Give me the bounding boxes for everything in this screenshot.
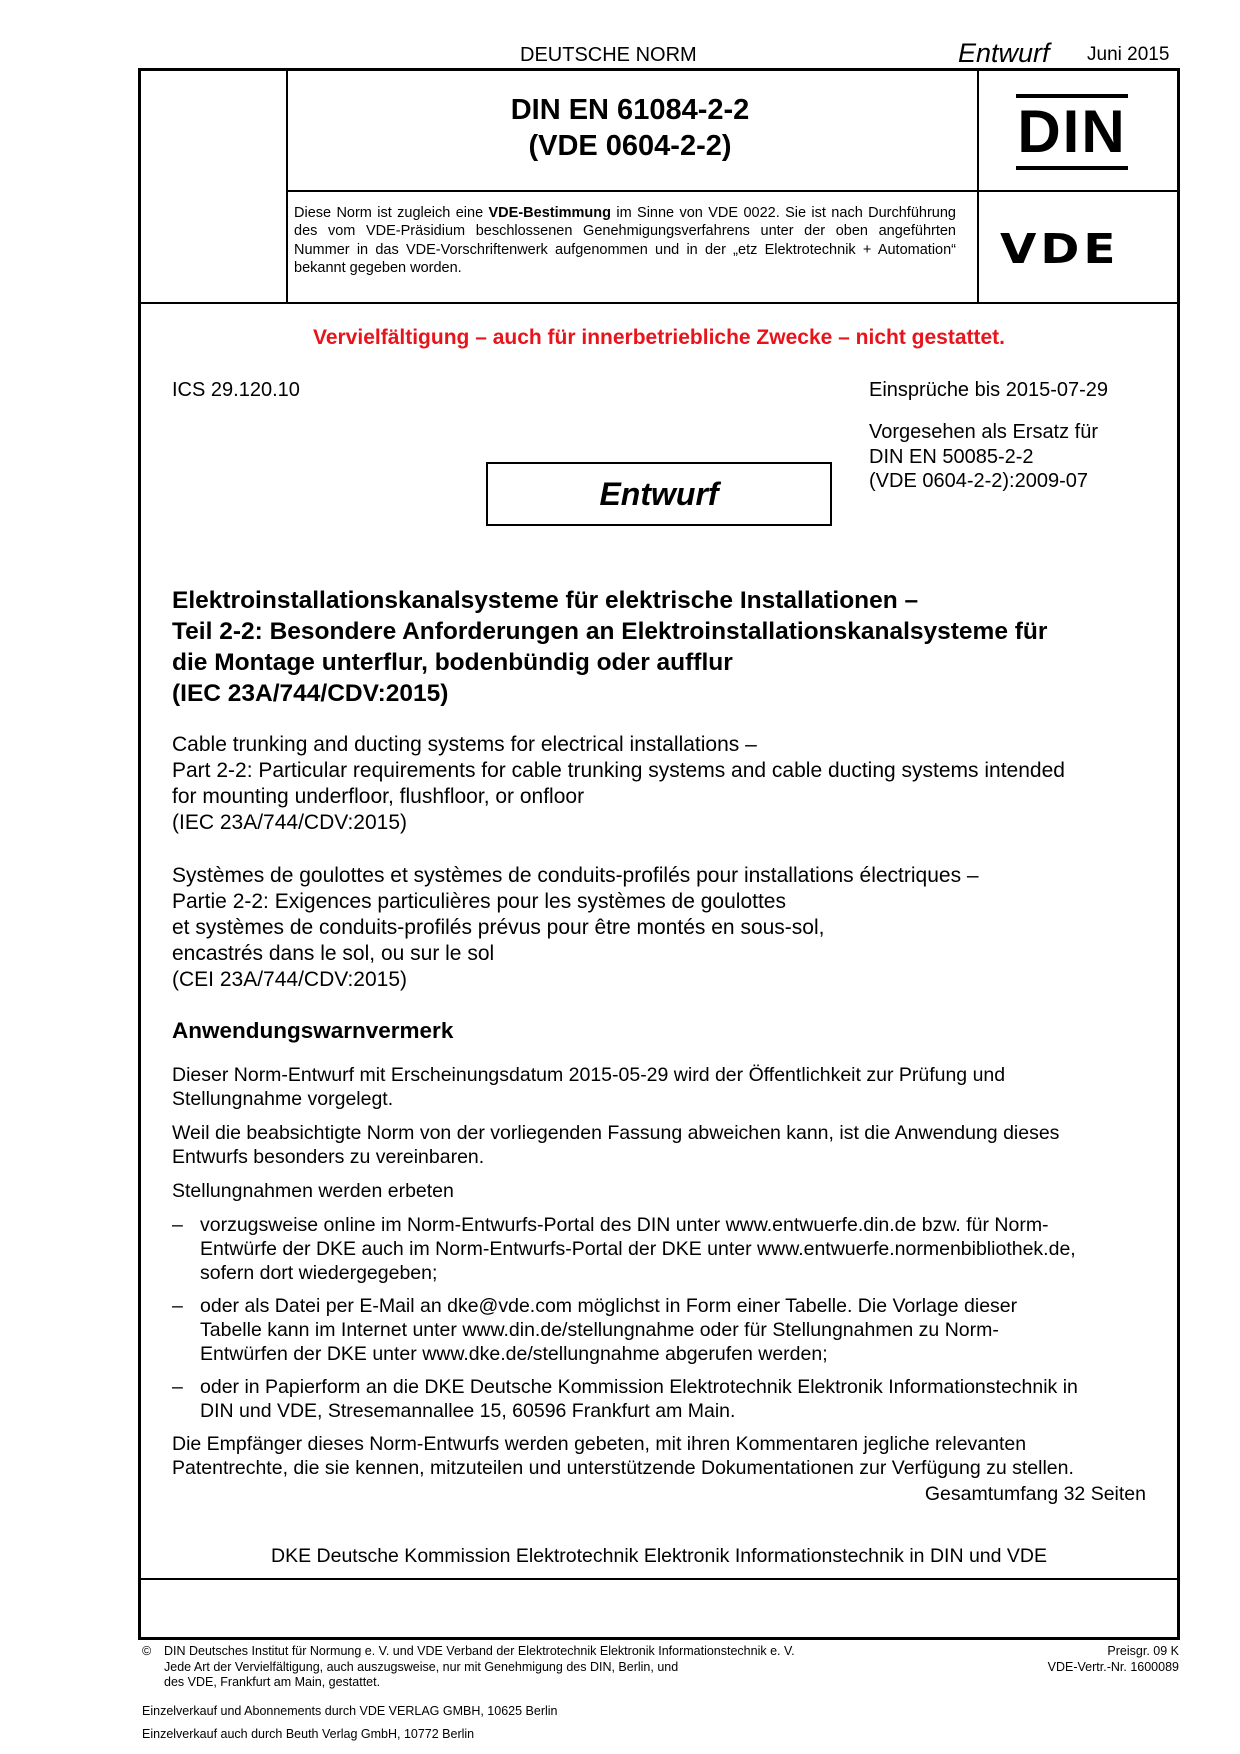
replacement-vde: (VDE 0604-2-2):2009-07 — [869, 470, 1089, 492]
copyright-symbol: © — [142, 1644, 152, 1658]
text-line: Entwürfen der DKE unter www.dke.de/stellungnahme abgerufen werden; — [200, 1343, 828, 1365]
vde-number: (VDE 0604-2-2) — [528, 130, 732, 162]
title-line: Part 2-2: Particular requirements for cable trunking systems and cable ducting systems intended — [172, 759, 1065, 782]
sales-info-vde: Einzelverkauf und Abonnements durch VDE VERLAG GMBH, 10625 Berlin — [142, 1704, 558, 1718]
vde-notice-pre: Diese Norm ist zugleich eine — [294, 205, 489, 221]
sales-info-beuth: Einzelverkauf auch durch Beuth Verlag GmbH, 10772 Berlin — [142, 1727, 475, 1741]
text-line: Tabelle kann im Internet unter www.din.de/stellungnahme oder für Stellungnahmen zu Norm- — [200, 1319, 999, 1341]
text-line: sofern dort wiedergegeben; — [200, 1262, 438, 1284]
header-divider-bottom — [139, 302, 1179, 304]
bullet-dash: – — [172, 1376, 183, 1398]
text-line: Entwurfs besonders zu vereinbaren. — [172, 1146, 485, 1168]
norm-type-label: DEUTSCHE NORM — [520, 44, 697, 66]
header-divider-left — [286, 69, 288, 303]
footer-divider — [139, 1578, 1179, 1580]
title-line: encastrés dans le sol, ou sur le sol — [172, 942, 495, 965]
header-divider-right — [977, 69, 979, 303]
title-line: Systèmes de goulottes et systèmes de conduits-profilés pour installations électriques – — [172, 864, 979, 887]
title-line: (IEC 23A/744/CDV:2015) — [172, 811, 408, 834]
publisher-line: DKE Deutsche Kommission Elektrotechnik Elektronik Informationstechnik in DIN und VDE — [271, 1545, 1047, 1567]
text-line: DIN und VDE, Stresemannallee 15, 60596 Frankfurt am Main. — [200, 1400, 736, 1422]
list-item — [172, 1375, 1152, 1423]
notice-paragraph-1 — [172, 1063, 1152, 1111]
list-item — [172, 1294, 1152, 1366]
draft-box: Entwurf — [486, 462, 832, 526]
reproduction-warning: Vervielfältigung – auch für innerbetriebliche Zwecke – nicht gestattet. — [312, 326, 1005, 349]
text-line: Jede Art der Vervielfältigung, auch auszugsweise, nur mit Genehmigung des DIN, Berlin, und — [164, 1659, 679, 1674]
notice-paragraph-4 — [172, 1432, 1152, 1480]
notice-heading: Anwendungswarnvermerk — [172, 1018, 454, 1043]
price-info — [950, 1644, 1179, 1675]
title-line: et systèmes de conduits-profilés prévus pour être montés en sous-sol, — [172, 916, 825, 939]
din-number: DIN EN 61084-2-2 — [510, 94, 750, 126]
bullet-text — [200, 1294, 1152, 1366]
replacement-din: DIN EN 50085-2-2 — [869, 445, 1034, 468]
text-line: vorzugsweise online im Norm-Entwurfs-Portal des DIN unter www.entwuerfe.din.de bzw. für Norm- — [200, 1214, 1049, 1236]
title-english — [172, 732, 1152, 836]
standard-number — [290, 92, 970, 164]
publication-date: Juni 2015 — [1087, 44, 1170, 65]
replacement-label: Vorgesehen als Ersatz für — [869, 421, 1099, 443]
ics-code: ICS 29.120.10 — [172, 379, 300, 401]
title-line: Partie 2-2: Exigences particulières pour les systèmes de goulottes — [172, 890, 786, 913]
text-line: Dieser Norm-Entwurf mit Erscheinungsdatum 2015-05-29 wird der Öffentlichkeit zur Prüfung und — [172, 1064, 1006, 1086]
title-line: Cable trunking and ducting systems for electrical installations – — [172, 733, 757, 756]
title-german — [172, 585, 1152, 709]
text-line: des VDE, Frankfurt am Main, gestattet. — [164, 1675, 381, 1689]
text-line: Entwürfe der DKE auch im Norm-Entwurfs-Portal der DKE unter www.entwuerfe.normenbibliothek.de, — [200, 1238, 1076, 1260]
text-line: Die Empfänger dieses Norm-Entwurfs werden gebeten, mit ihren Kommentaren jegliche relevanten — [172, 1433, 1027, 1455]
bullet-dash: – — [172, 1214, 183, 1236]
price-group: Preisgr. 09 K — [1107, 1644, 1179, 1658]
vde-notice — [294, 204, 956, 277]
text-line: oder in Papierform an die DKE Deutsche Kommission Elektrotechnik Elektronik Informationstechnik in — [200, 1376, 1078, 1398]
text-line: DIN Deutsches Institut für Normung e. V. und VDE Verband der Elektrotechnik Elektronik Informationstechnik e. V. — [164, 1644, 795, 1658]
title-french — [172, 863, 1152, 993]
bullet-text — [200, 1375, 1152, 1423]
vde-notice-post: im Sinne von VDE 0022. Sie ist nach Durchführung des vom VDE-Präsidium beschlossenen Genehmigungsverfahrens unter der oben angeführten Nummer in das VDE-Vorschriftenwerk aufgenommen und in der „etz Elektrotechnik + Automation“ bekannt gegeben worden. — [294, 205, 956, 276]
vde-notice-bold: VDE-Bestimmung — [488, 205, 611, 221]
list-item — [172, 1213, 1152, 1285]
notice-paragraph-3: Stellungnahmen werden erbeten — [172, 1180, 454, 1202]
copyright-text — [164, 1644, 924, 1691]
text-line: Patentrechte, die sie kennen, mitzuteilen und unterstützende Dokumentationen zur Verfügung zu stellen. — [172, 1457, 1074, 1479]
status-label: Entwurf — [958, 38, 1050, 68]
text-line: oder als Datei per E-Mail an dke@vde.com möglichst in Form einer Tabelle. Die Vorlage dieser — [200, 1295, 1018, 1317]
header-divider-middle — [286, 190, 1179, 192]
notice-paragraph-2 — [172, 1121, 1152, 1169]
title-line: (IEC 23A/744/CDV:2015) — [172, 680, 449, 707]
objection-deadline: Einsprüche bis 2015-07-29 — [869, 379, 1109, 401]
din-logo: DIN — [1016, 94, 1128, 170]
text-line: Stellungnahme vorgelegt. — [172, 1088, 394, 1110]
vde-sales-number: VDE-Vertr.-Nr. 1600089 — [1047, 1659, 1179, 1674]
replacement-info — [869, 420, 1098, 494]
title-line: for mounting underfloor, flushfloor, or onfloor — [172, 785, 585, 808]
vde-logo: VDE — [1000, 225, 1120, 274]
text-line: Weil die beabsichtigte Norm von der vorliegenden Fassung abweichen kann, ist die Anwendung dieses — [172, 1122, 1060, 1144]
total-pages: Gesamtumfang 32 Seiten — [924, 1483, 1146, 1505]
title-line: die Montage unterflur, bodenbündig oder aufflur — [172, 649, 733, 676]
title-line: Teil 2-2: Besondere Anforderungen an Elektroinstallationskanalsysteme für — [172, 618, 1048, 645]
title-line: Elektroinstallationskanalsysteme für elektrische Installationen – — [172, 587, 919, 614]
bullet-dash: – — [172, 1295, 183, 1317]
bullet-text — [200, 1213, 1152, 1285]
title-line: (CEI 23A/744/CDV:2015) — [172, 968, 408, 991]
